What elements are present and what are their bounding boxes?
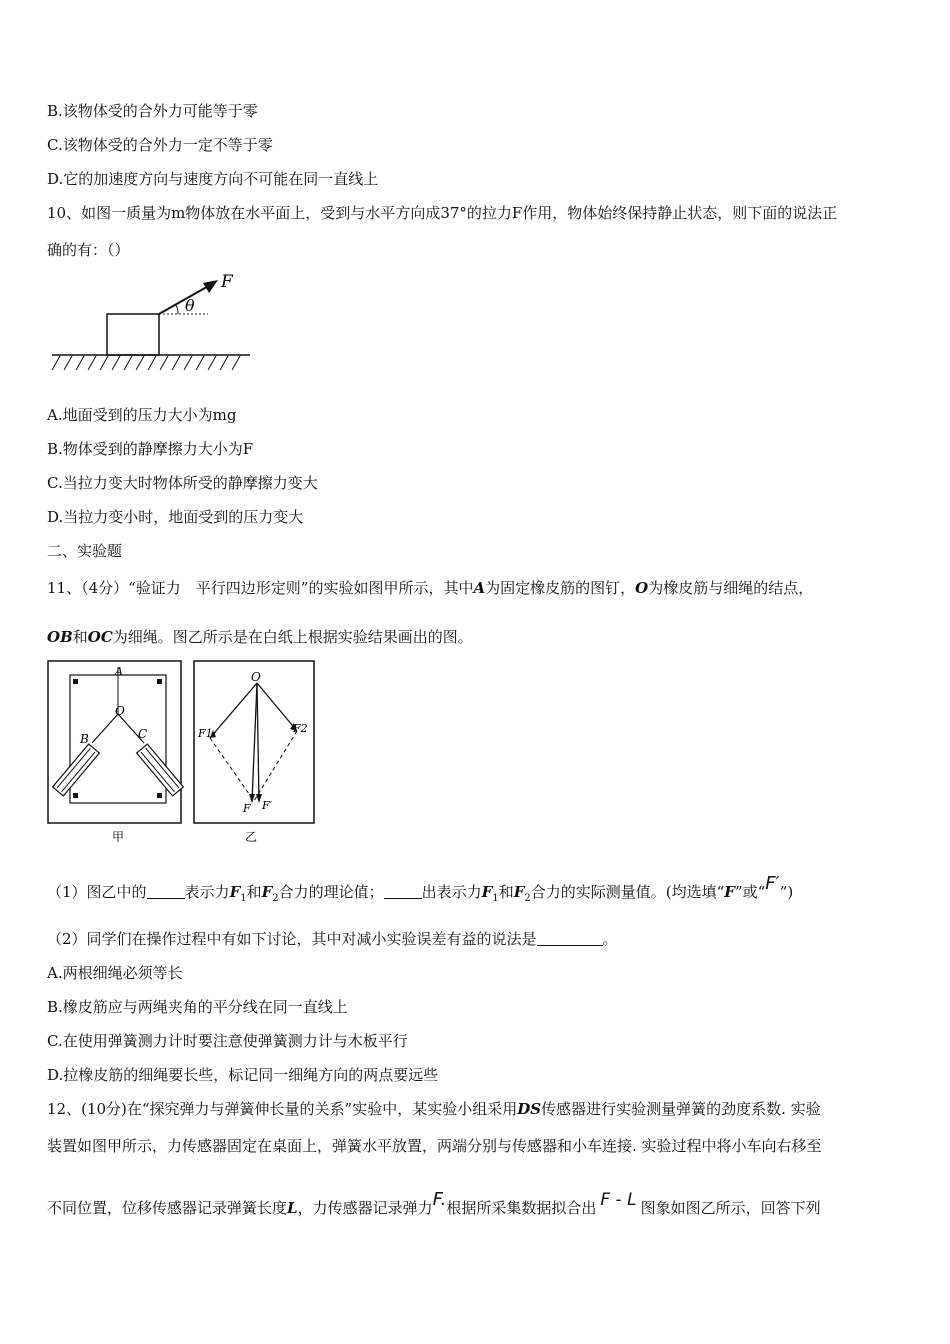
q11-figure-yi bbox=[190, 655, 320, 850]
q9-option-c: C.该物体受的合外力一定不等于零 bbox=[47, 136, 273, 154]
q10-block-diagram bbox=[40, 268, 260, 378]
q9-option-b: B.该物体受的合外力可能等于零 bbox=[47, 102, 258, 120]
q10-stem-line1: 10、如图一质量为m物体放在水平面上，受到与水平方向成37°的拉力F作用，物体始终保持静止状态，则下面的说法正 bbox=[47, 204, 838, 222]
fig-jia-label-a: A bbox=[115, 665, 123, 678]
fig-jia-label-c: C bbox=[138, 727, 148, 741]
answer-blank-1[interactable] bbox=[147, 884, 185, 899]
q11-part2: （2）同学们在操作过程中有如下讨论，其中对减小实验误差有益的说法是 。 bbox=[47, 930, 618, 948]
angle-label-theta: θ bbox=[185, 296, 195, 315]
section-heading: 二、实验题 bbox=[47, 542, 123, 560]
fig-yi-label-o: O bbox=[251, 670, 261, 684]
force-label-f: F bbox=[221, 272, 233, 292]
q12-stem-line3: 不同位置，位移传感器记录弹簧长度L，力传感器记录弹力F.根据所采集数据拟合出 F - L 图象如图乙所示，回答下列 bbox=[47, 1189, 821, 1217]
q10-stem-line2: 确的有：（） bbox=[47, 241, 130, 259]
fig-jia-caption: 甲 bbox=[112, 830, 125, 844]
q10-option-d: D.当拉力变小时，地面受到的压力变大 bbox=[47, 508, 304, 526]
q11-part1: （1）图乙中的 表示力$F_1$和$F_2$合力的理论值； 出表示力$F_1$和$F_2$合力的实际测量值。(均选填“F”或“F′”) bbox=[47, 873, 794, 904]
answer-blank-3[interactable] bbox=[537, 931, 603, 946]
fig-yi-caption: 乙 bbox=[245, 830, 258, 844]
q11-stem-line2: OB和OC为细绳。图乙所示是在白纸上根据实验结果画出的图。 bbox=[47, 628, 473, 646]
fig-yi-label-fprime: F′ bbox=[262, 799, 273, 812]
fig-yi-label-f2: F2 bbox=[293, 722, 308, 735]
fig-jia-label-b: B bbox=[80, 732, 89, 746]
q11-option-a: A.两根细绳必须等长 bbox=[47, 964, 183, 982]
fig-yi-label-f: F bbox=[243, 802, 251, 815]
q11-option-c: C.在使用弹簧测力计时要注意使弹簧测力计与木板平行 bbox=[47, 1032, 408, 1050]
q10-option-a: A.地面受到的压力大小为mg bbox=[47, 406, 237, 424]
fig-jia-label-o: O bbox=[115, 704, 125, 718]
q12-stem-line2: 装置如图甲所示，力传感器固定在桌面上，弹簧水平放置，两端分别与传感器和小车连接. 实验过程中将小车向右移至 bbox=[47, 1137, 822, 1155]
q11-option-b: B.橡皮筋应与两绳夹角的平分线在同一直线上 bbox=[47, 998, 348, 1016]
q10-option-b: B.物体受到的静摩擦力大小为F bbox=[47, 440, 254, 458]
q11-figure-jia bbox=[40, 655, 190, 850]
block bbox=[107, 314, 159, 355]
q11-stem-line1: 11、（4分）“验证力 平行四边形定则”的实验如图甲所示，其中A为固定橡皮筋的图钉，O为橡皮筋与细绳的结点， bbox=[47, 579, 814, 597]
fig-yi-label-f1: F1 bbox=[198, 727, 213, 740]
answer-blank-2[interactable] bbox=[384, 884, 422, 899]
q9-option-d: D.它的加速度方向与速度方向不可能在同一直线上 bbox=[47, 170, 379, 188]
q10-option-c: C.当拉力变大时物体所受的静摩擦力变大 bbox=[47, 474, 318, 492]
q11-option-d: D.拉橡皮筋的细绳要长些，标记同一细绳方向的两点要远些 bbox=[47, 1066, 439, 1084]
q12-stem-line1: 12、(10分)在“探究弹力与弹簧伸长量的关系”实验中，某实验小组采用DS传感器进行实验测量弹簧的劲度系数. 实验 bbox=[47, 1100, 821, 1118]
